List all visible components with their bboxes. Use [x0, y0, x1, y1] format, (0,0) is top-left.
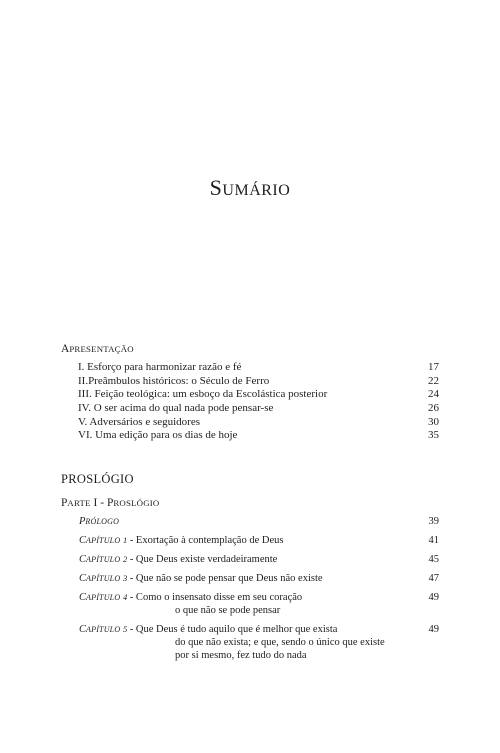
toc-entry-chapter[interactable]: CAPÍTULO 3 - Que não se pode pensar que Deus não existe 47 — [79, 573, 439, 584]
apresentacao-entries — [61, 361, 439, 443]
page-number: 49 — [428, 592, 439, 603]
toc-entry[interactable]: I. Esforço para harmonizar razão e fé 17 — [78, 361, 439, 373]
page-number: 41 — [428, 535, 439, 546]
page-number: 45 — [428, 554, 439, 565]
toc-entry-prologo[interactable]: PRÓLOGO 39 — [79, 516, 439, 527]
toc-entry-chapter[interactable]: CAPÍTULO 1 - Exortação à contemplação de Deus 41 — [79, 535, 439, 546]
page-number: 39 — [428, 516, 439, 527]
page-number: 26 — [428, 402, 439, 415]
apresentacao-heading: APRESENTAÇÃO — [61, 343, 134, 355]
toc-entry[interactable]: III. Feição teológica: um esboço da Escolástica posterior 24 — [78, 388, 439, 401]
toc-entry-chapter[interactable]: CAPÍTULO 2 - Que Deus existe verdadeiramente 45 — [79, 554, 439, 565]
page-number: 49 — [428, 624, 439, 635]
proslogio-section — [61, 495, 439, 668]
toc-entry[interactable]: V. Adversários e seguidores 30 — [78, 415, 439, 428]
toc-entry[interactable]: IV. O ser acima do qual nada pode pensar-se 26 — [78, 402, 439, 415]
page-number: 22 — [428, 374, 439, 387]
apresentacao-section — [61, 341, 439, 443]
chapter-list — [61, 515, 439, 662]
page-number: 47 — [428, 573, 439, 584]
toc-entry-chapter[interactable]: CAPÍTULO 5 - Que Deus é tudo aquilo que é melhor que exista do que não exista; e que, sendo o único que existe por si mesmo, fez tudo do nada 49 — [79, 624, 439, 661]
page-number: 35 — [428, 429, 439, 442]
page-number: 24 — [428, 388, 439, 401]
page-number: 30 — [428, 415, 439, 428]
toc-entry[interactable]: II.Preâmbulos históricos: o Século de Ferro 22 — [78, 374, 439, 387]
page-title: SUMÁRIO — [209, 175, 291, 200]
toc-entry-chapter[interactable]: CAPÍTULO 4 - Como o insensato disse em seu coração o que não se pode pensar 49 — [79, 592, 439, 616]
proslogio-heading: PROSLÓGIO — [61, 472, 134, 486]
part-heading: PARTE I - PROSLÓGIO — [61, 497, 160, 509]
page-number: 17 — [428, 361, 439, 373]
toc-entry[interactable]: VI. Uma edição para os dias de hoje 35 — [78, 429, 439, 442]
